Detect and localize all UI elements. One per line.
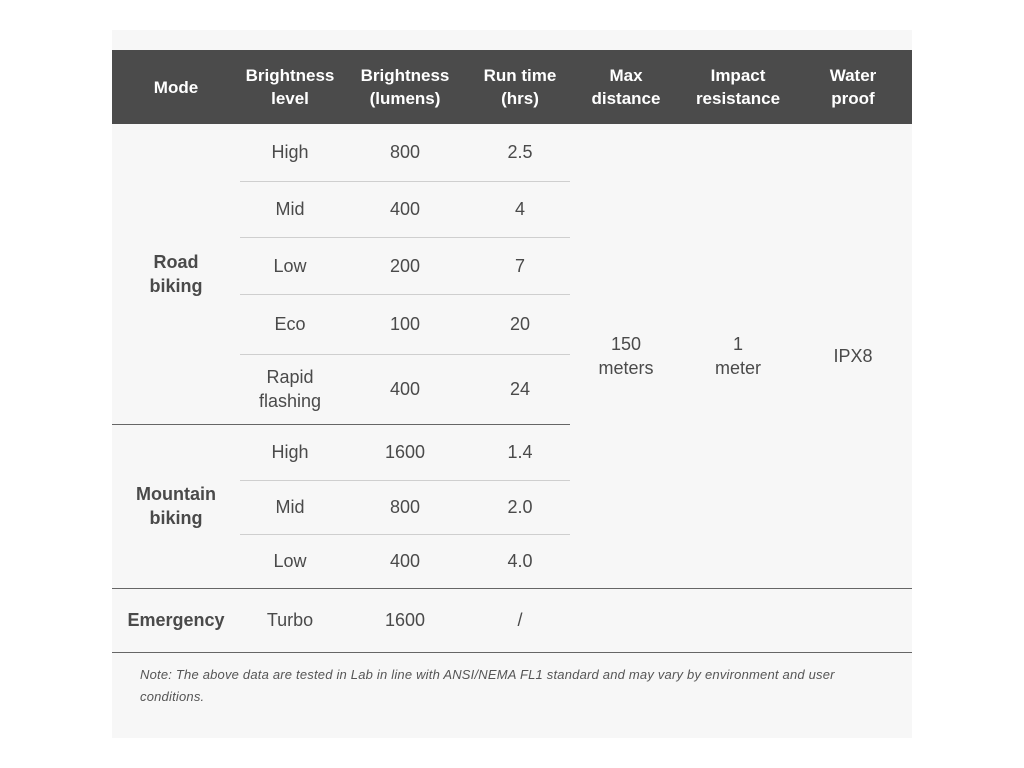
runtime-cell: 24 (470, 354, 570, 424)
lumens-cell: 400 (340, 534, 470, 588)
footnote: Note: The above data are tested in Lab in line with ANSI/NEMA FL1 standard and may vary by environment and user conditions. (140, 667, 835, 704)
table-row (112, 124, 912, 181)
brightness-level-cell: Eco (240, 294, 340, 354)
empty-cell (682, 588, 794, 652)
lumens-cell: 100 (340, 294, 470, 354)
spec-table (112, 50, 912, 653)
max-distance-value: 150 meters (570, 124, 682, 588)
runtime-cell: 4 (470, 181, 570, 237)
spec-card (112, 30, 912, 738)
header-impact-resistance: Impact resistance (682, 50, 794, 124)
empty-cell (794, 588, 912, 652)
header-brightness-level: Brightness level (240, 50, 340, 124)
brightness-level-cell: Rapid flashing (240, 354, 340, 424)
header-water-proof: Water proof (794, 50, 912, 124)
mode-mountain-biking: Mountain biking (112, 424, 240, 588)
lumens-cell: 400 (340, 354, 470, 424)
brightness-level-cell: High (240, 124, 340, 181)
impact-resistance-value: 1 meter (682, 124, 794, 588)
brightness-level-cell: Low (240, 534, 340, 588)
lumens-cell: 800 (340, 124, 470, 181)
table-row (112, 588, 912, 652)
runtime-cell: 1.4 (470, 424, 570, 480)
runtime-cell: / (470, 588, 570, 652)
lumens-cell: 1600 (340, 588, 470, 652)
water-proof-value: IPX8 (794, 124, 912, 588)
header-run-time: Run time (hrs) (470, 50, 570, 124)
runtime-cell: 2.0 (470, 480, 570, 534)
brightness-level-cell: Low (240, 237, 340, 294)
lumens-cell: 800 (340, 480, 470, 534)
empty-cell (570, 588, 682, 652)
brightness-level-cell: Turbo (240, 588, 340, 652)
runtime-cell: 7 (470, 237, 570, 294)
lumens-cell: 1600 (340, 424, 470, 480)
mode-road-biking: Road biking (112, 124, 240, 424)
brightness-level-cell: High (240, 424, 340, 480)
brightness-level-cell: Mid (240, 181, 340, 237)
mode-emergency: Emergency (112, 588, 240, 652)
brightness-level-cell: Mid (240, 480, 340, 534)
lumens-cell: 400 (340, 181, 470, 237)
runtime-cell: 20 (470, 294, 570, 354)
header-mode: Mode (112, 50, 240, 124)
header-brightness-lumens: Brightness (lumens) (340, 50, 470, 124)
lumens-cell: 200 (340, 237, 470, 294)
table-header-row (112, 50, 912, 124)
header-max-distance: Max distance (570, 50, 682, 124)
runtime-cell: 4.0 (470, 534, 570, 588)
runtime-cell: 2.5 (470, 124, 570, 181)
